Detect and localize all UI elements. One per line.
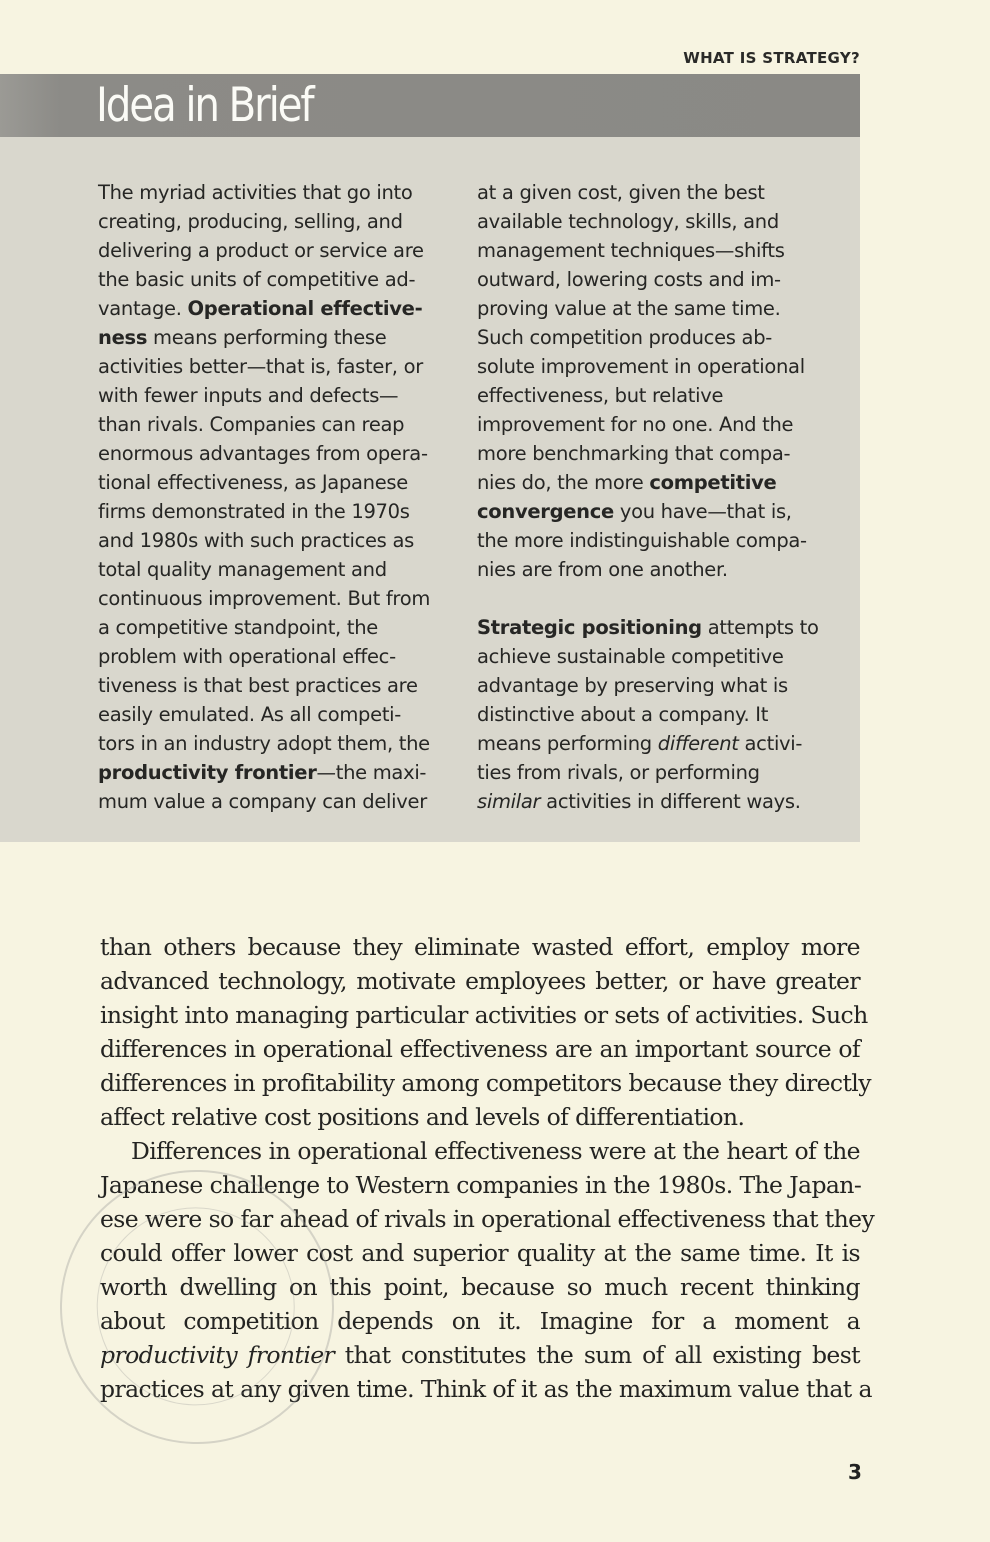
text-run: about competition depends on it. Imagine for a moment a	[100, 1307, 860, 1335]
text-line	[477, 468, 819, 497]
text-line	[477, 236, 819, 265]
text-run: The myriad activities that go into	[98, 181, 413, 204]
text-line	[98, 642, 430, 671]
text-run: activities better—that is, faster, or	[98, 355, 423, 378]
text-run: worth dwelling on this point, because so much recent thinking	[100, 1273, 860, 1301]
text-line	[477, 758, 819, 787]
text-line	[100, 1134, 860, 1168]
text-run: ese were so far ahead of rivals in operational effectiveness that they	[100, 1205, 875, 1233]
text-line	[98, 294, 430, 323]
text-run: Such competition produces ab-	[477, 326, 773, 349]
text-run: at a given cost, given the best	[477, 181, 765, 204]
bold-term: convergence	[477, 500, 614, 523]
text-run: distinctive about a company. It	[477, 703, 769, 726]
italic-term: different	[657, 732, 739, 755]
bold-term: productivity frontier	[98, 761, 317, 784]
text-line	[477, 439, 819, 468]
text-line	[100, 1100, 860, 1134]
text-run: could offer lower cost and superior quality at the same time. It is	[100, 1239, 860, 1267]
text-run: proving value at the same time.	[477, 297, 781, 320]
text-line	[477, 555, 819, 584]
sidebar-column-left	[98, 178, 430, 816]
italic-term: productivity frontier	[100, 1341, 335, 1369]
text-run: advantage by preserving what is	[477, 674, 788, 697]
text-run: and 1980s with such practices as	[98, 529, 414, 552]
running-head: WHAT IS STRATEGY?	[683, 49, 860, 67]
text-run: you have—that is,	[613, 500, 792, 523]
text-line	[98, 468, 430, 497]
text-line	[98, 178, 430, 207]
text-line	[477, 178, 819, 207]
bold-term: competitive	[649, 471, 777, 494]
text-line	[477, 613, 819, 642]
italic-term: similar	[477, 790, 541, 813]
text-run: that constitutes the sum of all existing best	[334, 1341, 860, 1369]
text-line	[98, 613, 430, 642]
text-run: advanced technology, motivate employees better, or have greater	[100, 967, 860, 995]
bold-term: ness	[98, 326, 148, 349]
text-line	[477, 526, 819, 555]
text-line	[98, 323, 430, 352]
text-run: easily emulated. As all competi-	[98, 703, 402, 726]
text-run: means performing these	[147, 326, 387, 349]
text-run: tiveness is that best practices are	[98, 674, 418, 697]
text-run: enormous advantages from opera-	[98, 442, 428, 465]
text-run: firms demonstrated in the 1970s	[98, 500, 410, 523]
text-run: nies do, the more	[477, 471, 650, 494]
text-line	[477, 265, 819, 294]
text-line	[477, 787, 819, 816]
text-line	[477, 700, 819, 729]
text-line	[477, 294, 819, 323]
text-run: improvement for no one. And the	[477, 413, 794, 436]
text-run: total quality management and	[98, 558, 387, 581]
text-line	[477, 381, 819, 410]
text-run: practices at any given time. Think of it as the maximum value that a	[100, 1375, 872, 1403]
text-run: with fewer inputs and defects—	[98, 384, 399, 407]
text-run: attempts to	[701, 616, 819, 639]
text-run: nies are from one another.	[477, 558, 728, 581]
text-run: the basic units of competitive ad-	[98, 268, 416, 291]
text-line	[98, 207, 430, 236]
text-line	[98, 381, 430, 410]
text-run: differences in profitability among competitors because they directly	[100, 1069, 871, 1097]
text-run: activi-	[738, 732, 803, 755]
text-line	[477, 410, 819, 439]
text-line	[477, 584, 819, 613]
text-line	[98, 236, 430, 265]
text-run: available technology, skills, and	[477, 210, 779, 233]
text-line	[477, 497, 819, 526]
text-line	[98, 526, 430, 555]
text-run: a competitive standpoint, the	[98, 616, 378, 639]
sidebar-title: Idea in Brief	[96, 78, 313, 133]
text-line	[477, 642, 819, 671]
text-line	[98, 671, 430, 700]
text-run: means performing	[477, 732, 658, 755]
text-run: solute improvement in operational	[477, 355, 805, 378]
text-line	[477, 352, 819, 381]
text-line	[98, 758, 430, 787]
text-run: continuous improvement. But from	[98, 587, 431, 610]
text-run: more benchmarking that compa-	[477, 442, 791, 465]
text-run: differences in operational effectiveness are an important source of	[100, 1035, 860, 1063]
text-line	[100, 964, 860, 998]
text-line	[477, 323, 819, 352]
text-line	[100, 1032, 860, 1066]
text-run: creating, producing, selling, and	[98, 210, 403, 233]
text-line	[100, 998, 868, 1032]
text-run: —the maxi-	[316, 761, 427, 784]
text-line	[98, 265, 430, 294]
text-run: ties from rivals, or performing	[477, 761, 760, 784]
text-line	[98, 352, 430, 381]
text-run: outward, lowering costs and im-	[477, 268, 781, 291]
bold-term: Strategic positioning	[477, 616, 702, 639]
bold-term: Operational effective-	[187, 297, 423, 320]
text-line	[477, 671, 819, 700]
text-run: achieve sustainable competitive	[477, 645, 784, 668]
text-run: mum value a company can deliver	[98, 790, 427, 813]
text-line	[100, 1066, 871, 1100]
text-run: vantage.	[98, 297, 188, 320]
text-line	[477, 207, 819, 236]
text-run: Differences in operational effectiveness were at the heart of the	[131, 1137, 860, 1165]
text-line	[98, 555, 430, 584]
text-run: tional effectiveness, as Japanese	[98, 471, 408, 494]
text-run: Japanese challenge to Western companies in the 1980s. The Japan-	[100, 1171, 862, 1199]
text-run: delivering a product or service are	[98, 239, 424, 262]
text-run: problem with operational effec-	[98, 645, 396, 668]
text-line	[98, 584, 430, 613]
text-line	[98, 787, 430, 816]
text-run: management techniques—shifts	[477, 239, 785, 262]
page-number: 3	[848, 1460, 862, 1484]
text-line	[98, 410, 430, 439]
text-run: affect relative cost positions and levels of differentiation.	[100, 1103, 745, 1131]
text-run: than others because they eliminate wasted effort, employ more	[100, 933, 860, 961]
text-line	[477, 729, 819, 758]
text-run: the more indistinguishable compa-	[477, 529, 807, 552]
text-run: effectiveness, but relative	[477, 384, 724, 407]
text-line	[100, 930, 860, 964]
sidebar-column-right	[477, 178, 819, 816]
text-line	[98, 439, 430, 468]
idea-in-brief-sidebar	[0, 74, 860, 842]
text-line	[98, 729, 430, 758]
text-run: than rivals. Companies can reap	[98, 413, 405, 436]
text-line	[98, 497, 430, 526]
text-run: insight into managing particular activities or sets of activities. Such	[100, 1001, 868, 1029]
text-run: activities in different ways.	[540, 790, 801, 813]
text-run: tors in an industry adopt them, the	[98, 732, 430, 755]
text-line	[98, 700, 430, 729]
sidebar-title-bar	[0, 74, 860, 137]
